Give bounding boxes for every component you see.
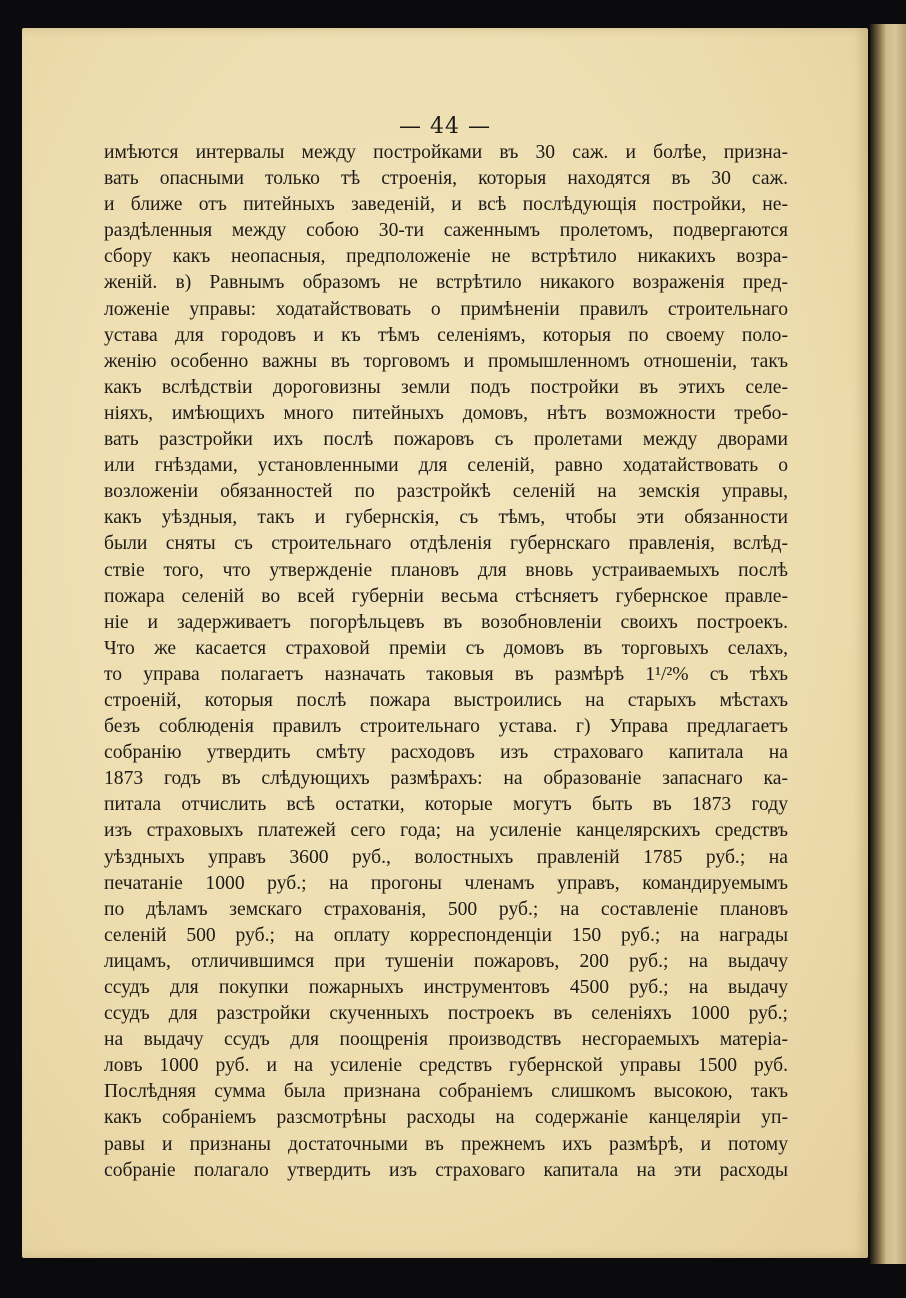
text-line: собранію утвердить смѣту расходовъ изъ страховаго капитала на	[104, 742, 788, 764]
text-line: собраніе полагало утвердить изъ страховаго капитала на эти расходы	[104, 1159, 788, 1181]
text-line: уѣздныхъ управъ 3600 руб., волостныхъ правленій 1785 руб.; на	[104, 846, 788, 868]
text-line: питала отчислить всѣ остатки, которые могутъ быть въ 1873 году	[104, 794, 788, 816]
text-line: какъ собраніемъ разсмотрѣны расходы на содержаніе канцеляріи уп-	[104, 1107, 788, 1129]
adjacent-page-edge	[870, 24, 906, 1264]
page-number: — 44 —	[399, 114, 491, 139]
text-line: женію особенно важны въ торговомъ и промышленномъ отношеніи, такъ	[104, 350, 788, 372]
text-line: вать разстройки ихъ послѣ пожаровъ съ пролетами между дворами	[104, 429, 788, 451]
text-line: ніяхъ, имѣющихъ много питейныхъ домовъ, нѣтъ возможности требо-	[104, 402, 788, 424]
text-line: пожара селеній во всей губерніи весьма стѣсняетъ губернское правле-	[104, 585, 788, 607]
text-line: ложеніе управы: ходатайствовать о примѣненіи правилъ строительнаго	[104, 298, 788, 320]
text-line: печатаніе 1000 руб.; на прогоны членамъ управъ, командируемымъ	[104, 872, 788, 894]
text-line: ссудъ для разстройки скученныхъ построекъ въ селеніяхъ 1000 руб.;	[104, 1003, 788, 1025]
text-line: ссудъ для покупки пожарныхъ инструментовъ 4500 руб.; на выдачу	[104, 977, 788, 998]
text-line: какъ уѣздныя, такъ и губернскія, съ тѣмъ, чтобы эти обязанности	[104, 507, 788, 529]
page-body-text	[104, 140, 788, 1184]
text-line: изъ страховыхъ платежей сего года; на усиленіе канцелярскихъ средствъ	[104, 820, 788, 842]
text-line: вать опасными только тѣ строенія, которыя находятся въ 30 саж.	[104, 168, 788, 190]
text-line: строеній, которыя послѣ пожара выстроились на старыхъ мѣстахъ	[104, 689, 788, 711]
text-line: по дѣламъ земскаго страхованія, 500 руб.; на составленіе плановъ	[104, 898, 788, 920]
text-line: устава для городовъ и къ тѣмъ селеніямъ, которыя по своему поло-	[104, 324, 788, 346]
text-line: селеній 500 руб.; на оплату корреспонденціи 150 руб.; на награды	[104, 924, 788, 946]
text-line: Послѣдняя сумма была признана собраніемъ слишкомъ высокою, такъ	[104, 1081, 788, 1103]
text-line: равы и признаны достаточными въ прежнемъ ихъ размѣрѣ, и потому	[104, 1133, 788, 1155]
text-line: сбору какъ неопасныя, предположеніе не встрѣтило никакихъ возра-	[104, 246, 788, 268]
text-line: женій. в) Равнымъ образомъ не встрѣтило никакого возраженія пред-	[104, 272, 788, 294]
text-line: какъ вслѣдствіи дороговизны земли подъ постройки въ этихъ селе-	[104, 376, 788, 398]
text-line: возложеніи обязанностей по разстройкѣ селеній на земскія управы,	[104, 481, 788, 503]
text-line: или гнѣздами, установленными для селеній, равно ходатайствовать о	[104, 455, 788, 477]
text-line: 1873 годъ въ слѣдующихъ размѣрахъ: на образованіе запаснаго ка-	[104, 768, 788, 790]
text-line: были сняты съ строительнаго отдѣленія губернскаго правленія, вслѣд-	[104, 533, 788, 555]
text-line: на выдачу ссудъ для поощренія производствъ несгораемыхъ матеріа-	[104, 1029, 788, 1051]
text-line: и ближе отъ питейныхъ заведеній, и всѣ послѣдующія постройки, не-	[104, 194, 788, 216]
text-line: ловъ 1000 руб. и на усиленіе средствъ губернской управы 1500 руб.	[104, 1055, 788, 1077]
text-line: то управа полагаетъ назначать таковыя въ размѣрѣ 1¹/²% съ тѣхъ	[104, 663, 788, 685]
text-line: Что же касается страховой преміи съ домовъ въ торговыхъ селахъ,	[104, 637, 788, 659]
text-line: лицамъ, отличившимся при тушеніи пожаровъ, 200 руб.; на выдачу	[104, 950, 788, 972]
text-line: ніе и задерживаетъ погорѣльцевъ въ возобновленіи своихъ построекъ.	[104, 611, 788, 633]
text-line: имѣются интервалы между постройками въ 30 саж. и болѣе, призна-	[104, 142, 788, 163]
text-line: раздѣленныя между собою 30-ти саженнымъ пролетомъ, подвергаются	[104, 220, 788, 242]
text-line: безъ соблюденія правилъ строительнаго устава. г) Управа предлагаетъ	[104, 716, 788, 738]
text-line: ствіе того, что утвержденіе плановъ для вновь устраиваемыхъ послѣ	[104, 559, 788, 581]
